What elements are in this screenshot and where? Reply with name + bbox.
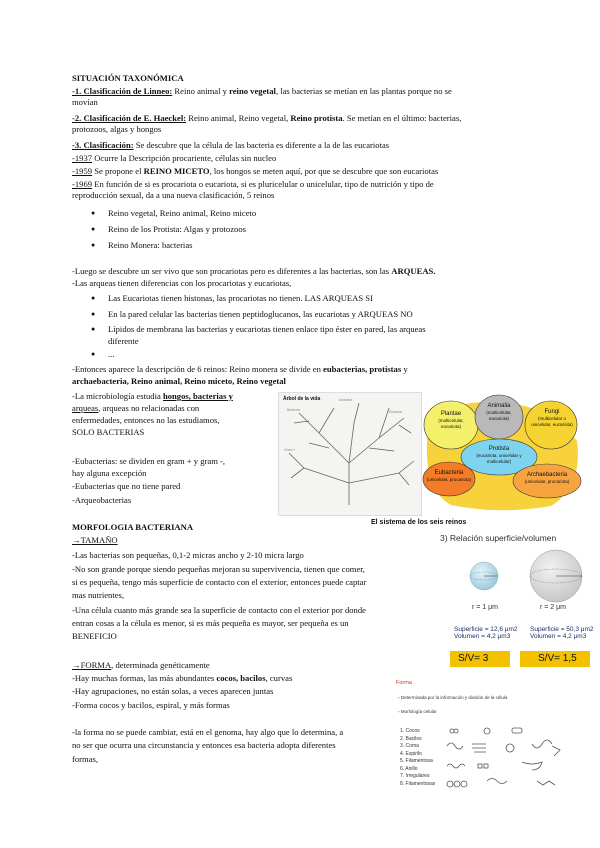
sv-ratio-2: S/V= 1,5 [520, 651, 590, 667]
line-eub-2: hay alguna excepción [72, 468, 147, 478]
svg-text:Archaea: Archaea [339, 398, 353, 402]
forma-line-3: -Forma cocos y bacilos, espiral, y más formas [72, 700, 230, 710]
final-line-3: formas, [72, 754, 99, 764]
forma-fig-l2: ▫ Morfología celular [398, 709, 437, 714]
six-kingdoms-diagram [421, 391, 583, 515]
line-clasificacion3: -3. Clasificación: Se descubre que la célula de las bacteria es diferente a la de las eucariotas [72, 140, 390, 150]
heading-tamano: →TAMAÑO [72, 535, 118, 545]
tam-line-5: -Una célula cuanto más grande sea la superficie de contacto con el exterior por donde [72, 605, 366, 615]
line-micro-2: arqueas, arqueas no relacionadas con [72, 403, 200, 413]
six-kingdoms-caption: El sistema de los seis reinos [371, 519, 467, 526]
forma-line-1: -Hay muchas formas, las más abundantes cocos, bacilos, curvas [72, 673, 293, 683]
kingdom-archaebacteria: Archaebacteria (unicelular, procariota) [524, 472, 570, 484]
kingdom-plantae: Plantae (multicelular, eucariota) [438, 411, 464, 429]
line-eub-4: -Arqueobacterias [72, 495, 132, 505]
line-haeckel-cont: protozoos, algas y hongos [72, 124, 162, 134]
line-micro-3: enfermedades, entonces no las estudiamos, [72, 415, 220, 425]
forma-list: 1. Cocos 2. Bacilos 3. Coma 4. Espirilo 5. Filamentosa 6. Anillo 7. Irregulares 8. Filamentosas [400, 728, 436, 787]
spheres-icon [436, 546, 600, 626]
tree-title: Árbol de la vida [283, 396, 321, 402]
line-1959: -1959 Se propone el REINO MICETO, los hongos se meten aquí, por que se descubre que son eucariotas [72, 166, 439, 176]
line-arqueas-dif: -Las arqueas tienen diferencias con los procariotas y eucariotas, [72, 278, 292, 288]
final-line-1: -la forma no se puede cambiar, está en el genoma, hay algo que lo determina, a [72, 727, 344, 737]
bullet-reinos-1: ● Reino vegetal, Reino animal, Reino miceto [108, 208, 256, 219]
tam-line-1: -Las bacterias son pequeñas, 0,1-2 micras ancho y 2-10 micra largo [72, 550, 304, 560]
tam-line-7: BENEFICIO [72, 631, 117, 641]
sv-title: 3) Relación superficie/volumen [440, 533, 557, 543]
line-haeckel: -2. Clasificación de E. Haeckel: Reino animal, Reino vegetal, Reino protista. Se metían en el último: bacterias, [72, 113, 462, 123]
line-6-reinos-cont: archaebacteria, Reino animal, Reino miceto, Reino vegetal [72, 376, 286, 386]
radius-1: r = 1 μm [472, 604, 499, 611]
bullet-pared: ● En la pared celular las bacterias tienen peptidoglucanos, las eucariotas y ARQUEAS NO [108, 309, 413, 320]
bullet-reinos-3: ● Reino Monera: bacterias [108, 240, 192, 251]
line-eub-3: -Eubacterias que no tiene pared [72, 481, 181, 491]
radius-2: r = 2 μm [540, 604, 567, 611]
line-linneo: -1. Clasificación de Linneo: Reino animal y reino vegetal, las bacterias se metían en las plantas porque no se [72, 86, 452, 96]
tam-line-4: mas nutrientes, [72, 590, 125, 600]
line-1969: -1969 En función de si es procariota o eucariota, si es pluricelular o unicelular, tipo de nutrición y tipo de [72, 179, 434, 189]
tam-line-3: si es pequeña, tengo más superficie de contacto con el exterior, entonces puede captar [72, 577, 367, 587]
surface-volume-figure [436, 530, 600, 670]
line-arqueas: -Luego se descubre un ser vivo que son procariotas pero es diferentes a las bacterias, son las ARQUEAS. [72, 266, 436, 276]
sv-ratio-1: S/V= 3 [450, 651, 510, 667]
kingdom-fungi: Fungi (multicelular o unicelular, eucariota) [531, 409, 573, 427]
forma-fig-l1: ▫ Determinada por la información y división de la célula [398, 695, 508, 700]
bacteria-shapes-icon [442, 726, 592, 796]
forma-figure [392, 680, 592, 800]
forma-line-2: -Hay agrupaciones, no están solas, a veces aparecen juntas [72, 686, 274, 696]
tree-of-life-figure [278, 392, 422, 516]
bullet-histonas: ● Las Eucariotas tienen histonas, las procariotas no tienen. LAS ARQUEAS SI [108, 293, 373, 304]
line-6-reinos: -Entonces aparece la descripción de 6 reinos: Reino monera se divide en eubacterias, protistas y [72, 364, 408, 374]
sv-values-1: Superficie = 12,6 μm2 Volumen = 4,2 μm3 [454, 626, 518, 640]
section-title-morfologia: MORFOLOGIA BACTERIANA [72, 522, 194, 532]
line-micro-1: -La microbiología estudia hongos, bacterias y [72, 391, 233, 401]
kingdom-eubacteria: Eubacteria (unicelular, procariota) [426, 470, 472, 482]
line-1937: -1937 Ocurre la Descripción procariente, células sin nucleo [72, 153, 277, 163]
forma-fig-title: Forma [396, 680, 412, 686]
final-line-2: no ser que ocurra una circunstancia y entonces esa bacteria adopta diferentes [72, 740, 336, 750]
svg-text:Eukarya: Eukarya [389, 410, 402, 414]
line-linneo-cont: movían [72, 97, 98, 107]
bullet-ellipsis: ● ... [108, 349, 114, 360]
phylogenetic-tree-icon [279, 393, 421, 515]
sv-values-2: Superficie = 50,3 μm2 Volumen = 4,2 μm3 [530, 626, 594, 640]
line-1969-cont: reproducción sexual, da a una nueva clasificación, 5 reinos [72, 190, 275, 200]
tam-line-2: -No son grande porque siendo pequeñas mejoran su supervivencia, tienen que comer, [72, 564, 365, 574]
section-title-situacion: SITUACIÓN TAXONÓMICA [72, 73, 184, 83]
line-eub-1: -Eubacterias: se dividen en gram + y gram -, [72, 456, 226, 466]
bullet-lipidos: ● Lípidos de membrana las bacterias y eucariotas tienen enlace tipo éster en pared, las arqueas [108, 324, 426, 335]
tam-line-6: entran cosas a la célula es menor, si es más pequeña es mayor, ser pequeña es un [72, 618, 349, 628]
bullet-lipidos-cont: diferente [108, 336, 139, 346]
kingdom-animalia: Animalia (multicelular, eucariota) [486, 403, 512, 421]
svg-text:Gram +: Gram + [284, 448, 296, 452]
heading-forma: →FORMA, determinada genéticamente [72, 660, 210, 670]
svg-text:Bacteria: Bacteria [287, 408, 300, 412]
line-micro-4: SOLO BACTERIAS [72, 427, 145, 437]
kingdom-protista: Protista (eucariota, unicelular y multicelular) [476, 446, 522, 464]
bullet-reinos-2: ● Reino de los Protista: Algas y protozoos [108, 224, 246, 235]
